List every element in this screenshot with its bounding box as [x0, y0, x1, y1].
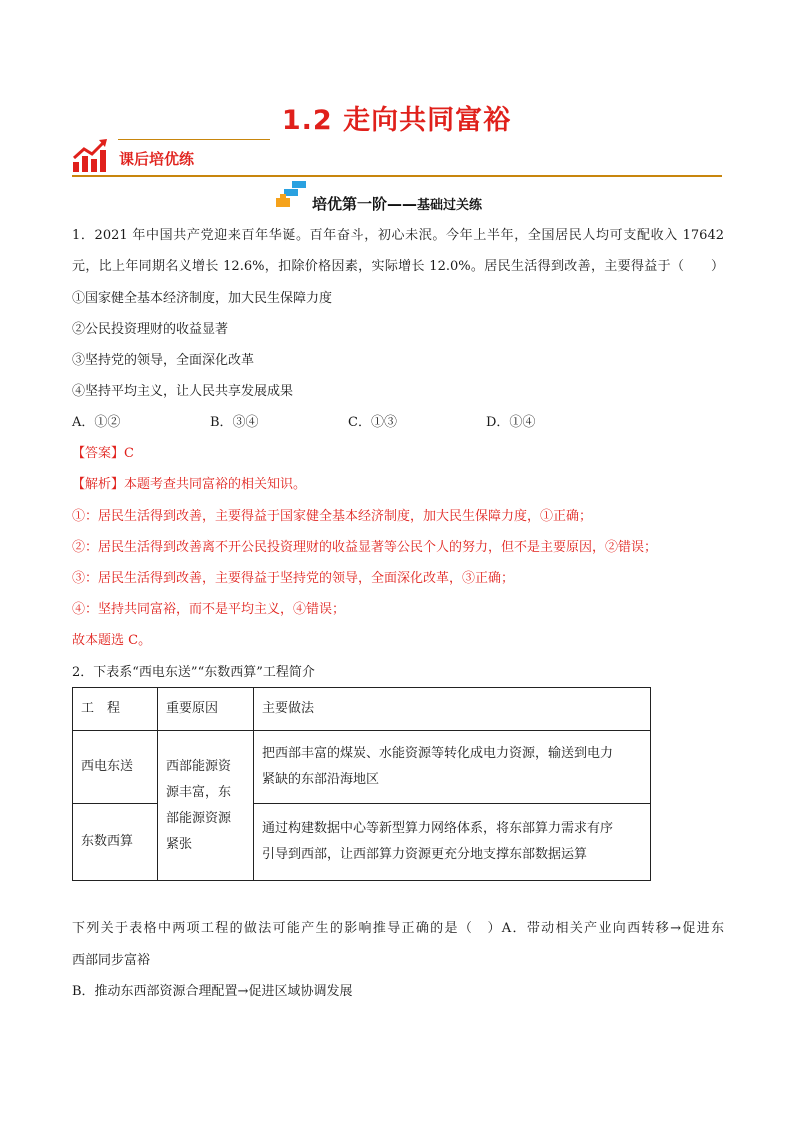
q1-stem-line-1: 1．2021 年中国共产党迎来百年华诞。百年奋斗，初心未泯。今年上半年，全国居民人均可支配收入 17642 [72, 228, 724, 243]
q1-option-a: A．①② [72, 415, 121, 430]
reason-line: 西部能源资 [166, 758, 232, 774]
level-title [312, 193, 482, 214]
q1-options [72, 414, 724, 432]
practice-line: 把西部丰富的煤炭、水能资源等转化成电力资源，输送到电力 [262, 746, 614, 761]
level-subtitle: 基础过关练 [417, 198, 483, 213]
header-reason: 重要原因 [158, 688, 254, 731]
practice-line: 通过构建数据中心等新型算力网络体系，将东部算力需求有序 [262, 821, 614, 836]
q1-stem-line-2: 元，比上年同期名义增长 12.6%，扣除价格因素，实际增长 12.0%。居民生活得到改善，主要得益于（ ） [72, 259, 724, 274]
reason-line: 部能源资源 [166, 810, 232, 826]
cell-project: 东数西算 [73, 804, 158, 881]
q1-answer: 【答案】C [72, 446, 134, 461]
q1-option-b: B．③④ [210, 415, 259, 430]
q1-item-1: ①国家健全基本经济制度，加大民生保障力度 [72, 291, 333, 306]
header-practice: 主要做法 [254, 688, 651, 731]
q2-option-b: B．推动东西部资源合理配置→促进区域协调发展 [72, 984, 353, 999]
q1-analysis-1: ①：居民生活得到改善，主要得益于国家健全基本经济制度，加大民生保障力度，①正确； [72, 509, 593, 524]
practice-line: 紧缺的东部沿海地区 [262, 772, 380, 787]
section-label: 课后培优练 [119, 150, 195, 168]
cell-project: 西电东送 [73, 731, 158, 804]
cell-practice [254, 804, 651, 881]
section-header [72, 134, 722, 180]
section-top-line [118, 139, 270, 140]
header-project: 工 程 [73, 688, 158, 731]
section-divider [72, 175, 722, 177]
level-title-dash: —— [387, 195, 418, 213]
q1-item-4: ④坚持平均主义，让人民共享发展成果 [72, 384, 294, 399]
practice-line: 引导到西部，让西部算力资源更充分地支撑东部数据运算 [262, 847, 588, 862]
q1-analysis-4: ④：坚持共同富裕，而不是平均主义，④错误； [72, 602, 346, 617]
q1-analysis-intro: 【解析】本题考查共同富裕的相关知识。 [72, 477, 307, 492]
page-title: 1.2 走向共同富裕 [281, 105, 512, 136]
q1-option-c: C．①③ [348, 415, 397, 430]
level-title-main: 培优第一阶 [312, 195, 388, 213]
q1-option-d: D．①④ [486, 415, 536, 430]
q1-item-3: ③坚持党的领导，全面深化改革 [72, 353, 255, 368]
project-table [72, 687, 651, 881]
reason-line: 紧张 [166, 836, 193, 852]
q2-intro: 2．下表系“西电东送”“东数西算”工程简介 [72, 665, 315, 680]
q1-analysis-2: ②：居民生活得到改善离不开公民投资理财的收益显著等公民个人的努力，但不是主要原因，②错误； [72, 540, 658, 555]
table-row [73, 731, 651, 804]
q1-analysis-3: ③：居民生活得到改善，主要得益于坚持党的领导，全面深化改革，③正确； [72, 571, 515, 586]
rising-chart-icon [72, 138, 108, 174]
reason-line: 源丰富，东 [166, 784, 232, 800]
table-header-row [73, 688, 651, 731]
cell-practice [254, 731, 651, 804]
cell-reason [158, 731, 254, 881]
q1-conclusion: 故本题选 C。 [72, 633, 152, 648]
stairs-icon [274, 181, 308, 209]
q2-question-line-2: 西部同步富裕 [72, 953, 151, 968]
q2-question-line-1: 下列关于表格中两项工程的做法可能产生的影响推导正确的是（ ）A．带动相关产业向西转移→促进东 [72, 921, 724, 936]
q1-item-2: ②公民投资理财的收益显著 [72, 322, 229, 337]
